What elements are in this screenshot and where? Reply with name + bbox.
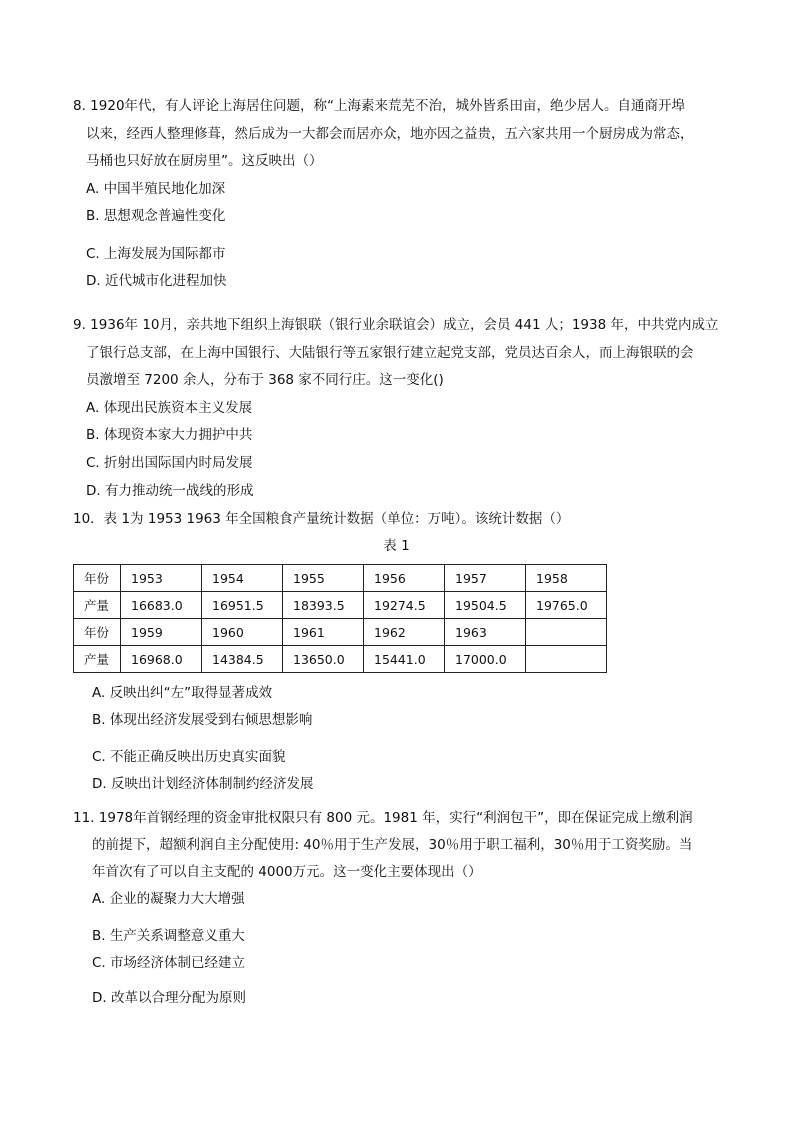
table-cell: 16951.5 (202, 592, 283, 619)
q8-stem-line-3: 马桶也只好放在厨房里”。这反映出（） (86, 153, 323, 169)
table-cell: 1958 (526, 565, 607, 592)
table-row (74, 646, 607, 673)
grain-output-table (73, 564, 607, 673)
table-cell: 产量 (74, 646, 121, 673)
q9-option-a: A. 体现出民族资本主义发展 (86, 400, 253, 416)
table-cell: 年份 (74, 565, 121, 592)
q9-stem-line-3: 员激增至 7200 余人，分布于 368 家不同行庄。这一变化() (86, 372, 444, 388)
table-cell: 18393.5 (283, 592, 364, 619)
table-cell: 16968.0 (121, 646, 202, 673)
q8-option-c: C. 上海发展为国际都市 (86, 246, 226, 262)
q8-option-d: D. 近代城市化进程加快 (86, 273, 227, 289)
q11-option-b: B. 生产关系调整意义重大 (92, 928, 245, 944)
table-cell: 13650.0 (283, 646, 364, 673)
q11-option-d: D. 改革以合理分配为原则 (92, 990, 246, 1006)
q9-stem-line-2: 了银行总支部，在上海中国银行、大陆银行等五家银行建立起党支部，党员达百余人，而上海银联的会 (86, 345, 694, 361)
table-cell: 1960 (202, 619, 283, 646)
table-cell: 产量 (74, 592, 121, 619)
q8-option-a: A. 中国半殖民地化加深 (86, 181, 226, 197)
q11-stem-line-1: 11. 1978年首钢经理的资金审批权限只有 800 元。1981 年，实行“利润包干”，即在保证完成上缴利润 (73, 810, 693, 826)
table-row (74, 565, 607, 592)
table-cell: 19274.5 (364, 592, 445, 619)
table-cell: 1953 (121, 565, 202, 592)
table-cell: 1961 (283, 619, 364, 646)
q11-stem-line-2: 的前提下，超额利润自主分配使用: 40％用于生产发展，30％用于职工福利，30％用于工资奖励。当 (92, 837, 693, 853)
table-cell: 19504.5 (445, 592, 526, 619)
table-caption: 表 1 (383, 538, 410, 554)
q9-option-d: D. 有力推动统一战线的形成 (86, 483, 254, 499)
table-cell: 1954 (202, 565, 283, 592)
table-cell: 1957 (445, 565, 526, 592)
table-cell: 年份 (74, 619, 121, 646)
q11-option-c: C. 市场经济体制已经建立 (92, 955, 246, 971)
table-cell: 19765.0 (526, 592, 607, 619)
table-cell: 1959 (121, 619, 202, 646)
table-cell: 15441.0 (364, 646, 445, 673)
q11-stem-line-3: 年首次有了可以自主支配的 4000万元。这一变化主要体现出（） (92, 864, 482, 880)
q9-option-c: C. 折射出国际国内时局发展 (86, 455, 253, 471)
table-cell: 1956 (364, 565, 445, 592)
table-row (74, 592, 607, 619)
table-cell (526, 619, 607, 646)
q8-option-b: B. 思想观念普遍性变化 (86, 208, 226, 224)
q10-option-c: C. 不能正确反映出历史真实面貌 (92, 749, 286, 765)
q11-option-a: A. 企业的凝聚力大大增强 (92, 891, 245, 907)
q10-option-d: D. 反映出计划经济体制制约经济发展 (92, 776, 314, 792)
q9-stem-line-1: 9. 1936年 10月，亲共地下组织上海银联（银行业余联谊会）成立，会员 441 人；1938 年，中共党内成立 (73, 317, 719, 333)
q8-stem-line-2: 以来，经西人整理修葺，然后成为一大都会而居亦众，地亦因之益贵，五六家共用一个厨房成为常态， (86, 126, 694, 142)
table-cell: 16683.0 (121, 592, 202, 619)
table-cell: 1963 (445, 619, 526, 646)
table-cell: 1955 (283, 565, 364, 592)
table-cell (526, 646, 607, 673)
table-cell: 1962 (364, 619, 445, 646)
q10-option-b: B. 体现出经济发展受到右倾思想影响 (92, 712, 313, 728)
q10-option-a: A. 反映出纠“左”取得显著成效 (92, 685, 273, 701)
table-cell: 14384.5 (202, 646, 283, 673)
q8-stem-line-1: 8. 1920年代，有人评论上海居住问题，称“上海素来荒芜不治，城外皆系田亩，绝少居人。自通商开埠 (73, 98, 686, 114)
q9-option-b: B. 体现资本家大力拥护中共 (86, 427, 253, 443)
table-row (74, 619, 607, 646)
table-cell: 17000.0 (445, 646, 526, 673)
q10-stem: 10．表 1为 1953 1963 年全国粮食产量统计数据（单位：万吨）。该统计数据（） (73, 511, 570, 527)
